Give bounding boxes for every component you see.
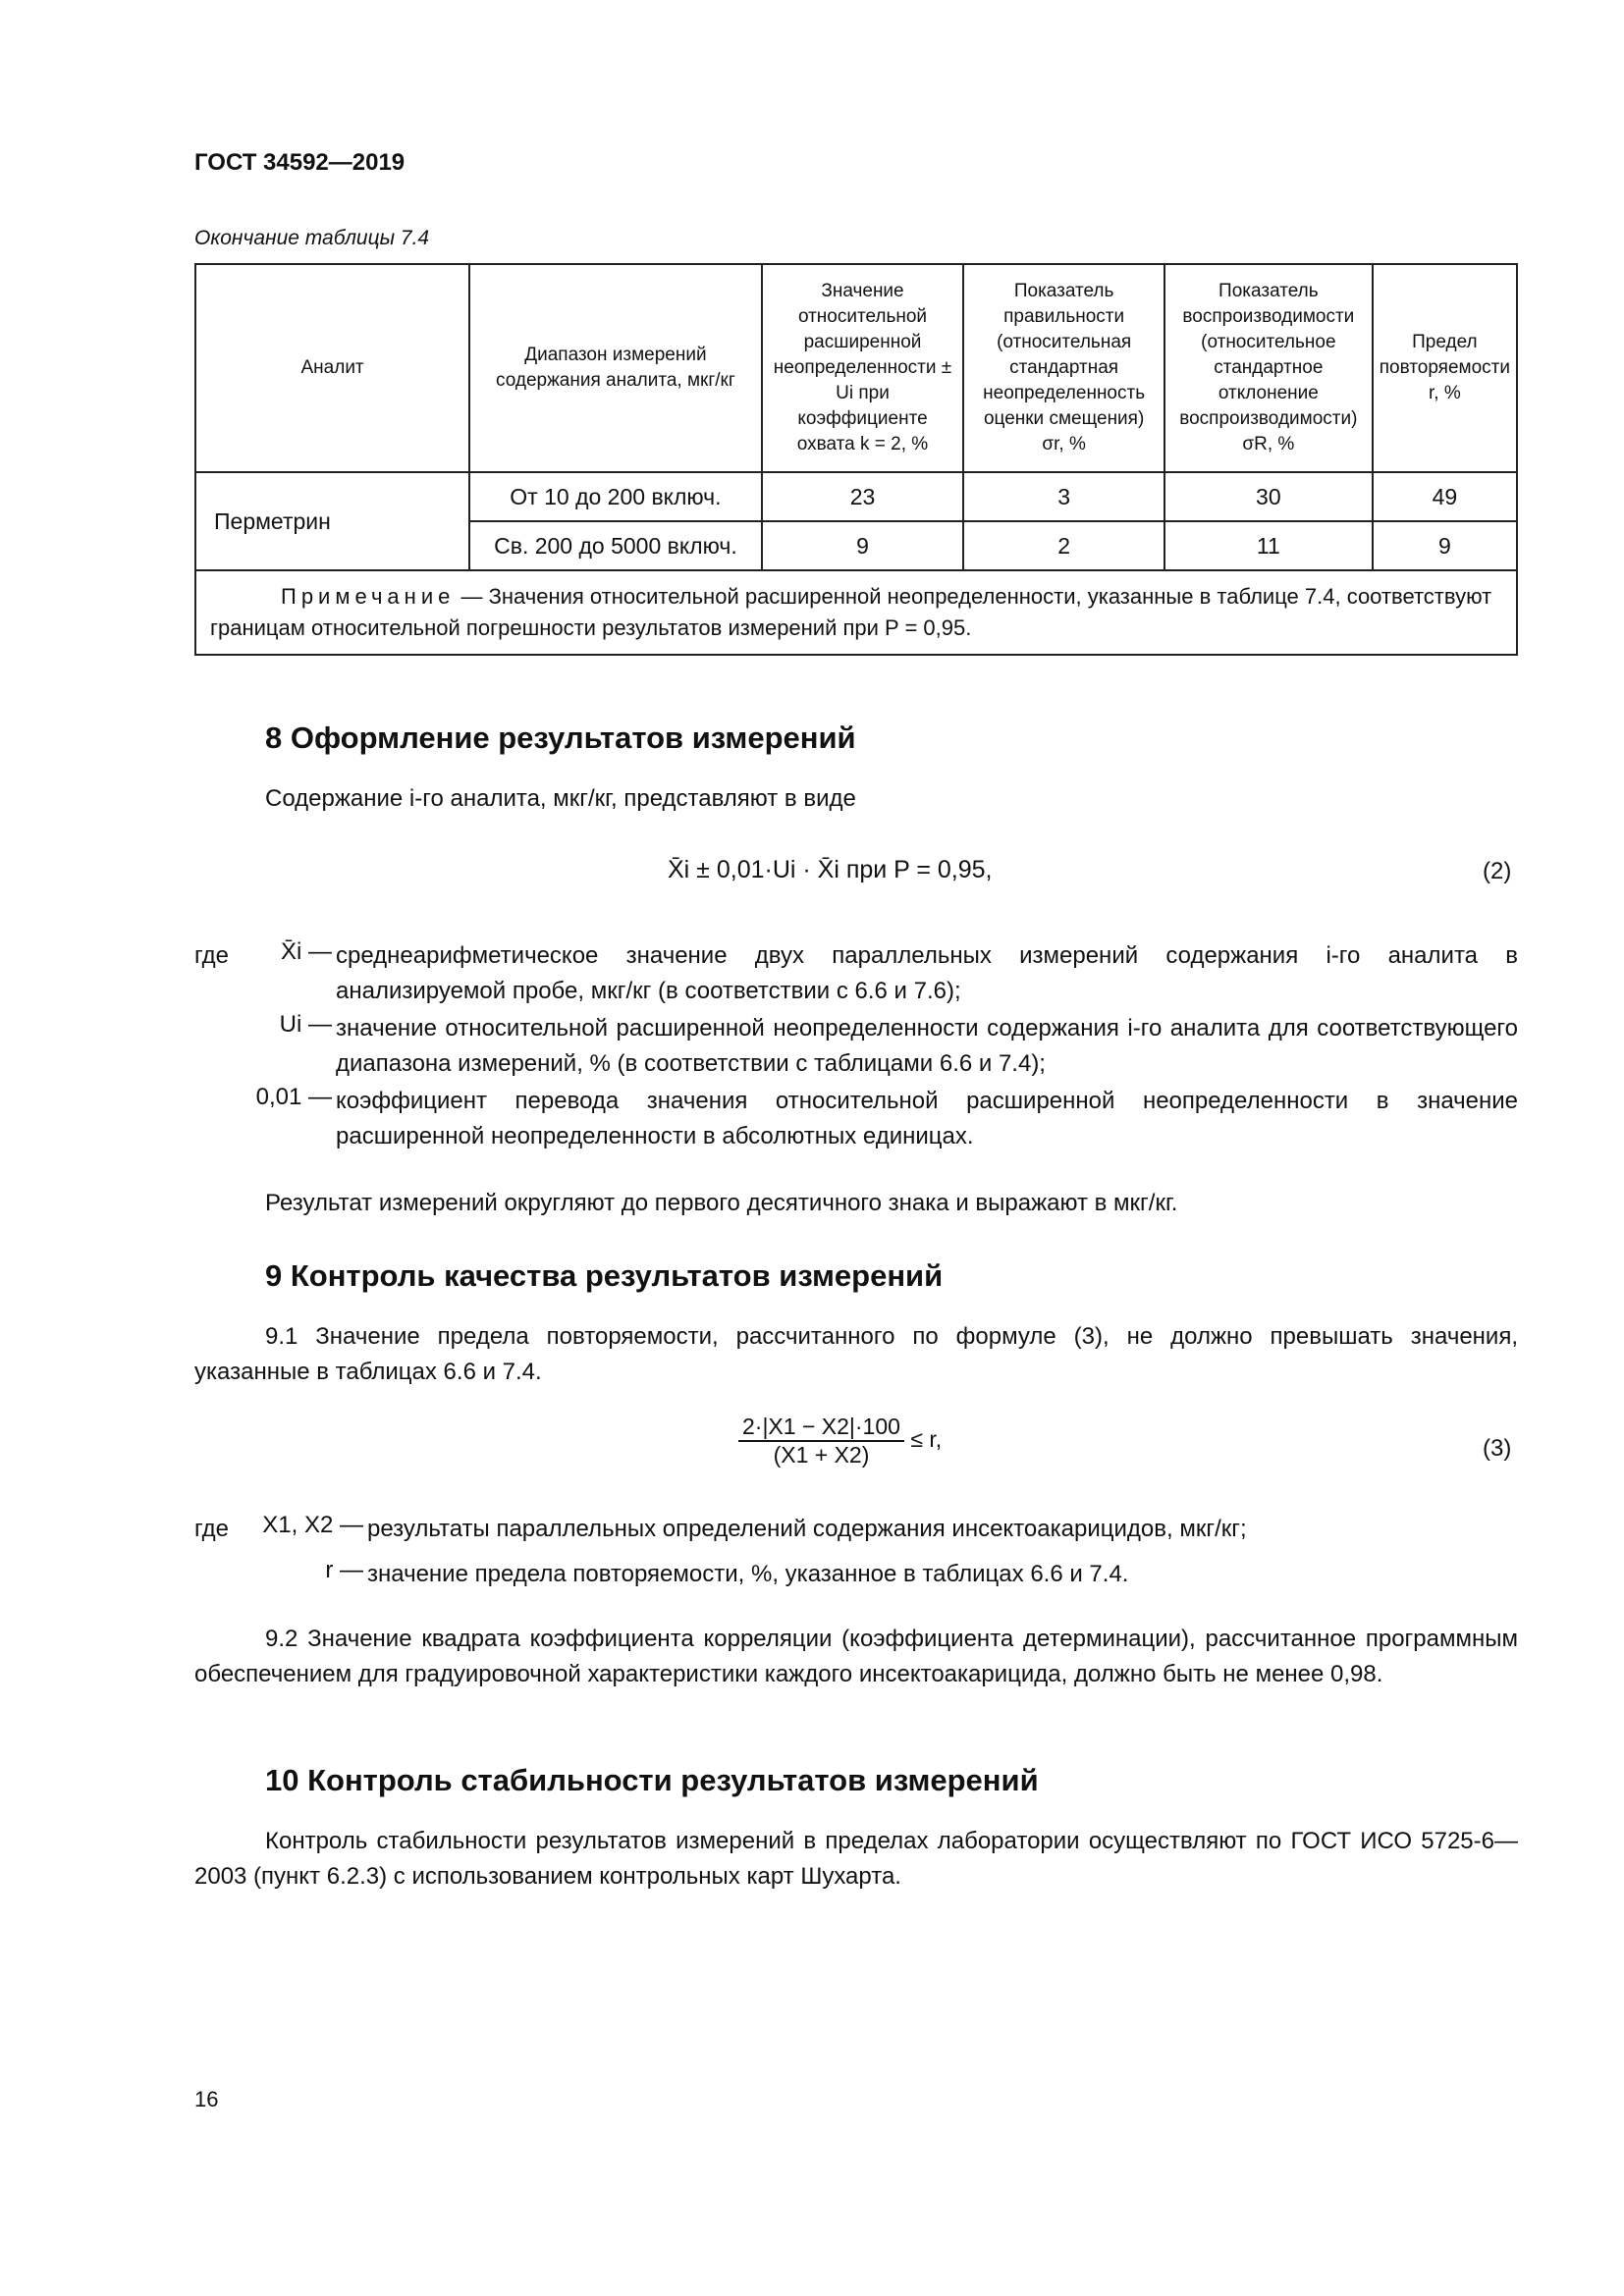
- header-reproducibility: Показатель воспроизводимости (относительное стандартное отклонение воспроизводимости) σR, %: [1164, 264, 1373, 472]
- def-text: среднеарифметическое значение двух параллельных измерений содержания i-го аналита в анализируемой пробе, мкг/кг (в соответствии с 6.6 и 7.6);: [336, 942, 1518, 1004]
- document-header: ГОСТ 34592—2019: [194, 149, 406, 176]
- header-analyte: Аналит: [195, 264, 469, 472]
- def-text: значение относительной расширенной неопределенности содержания i-го аналита для соответствующего диапазона измерений, % (в соответствии с таблицами 6.6 и 7.4);: [336, 1015, 1518, 1077]
- table-note: [195, 570, 1517, 655]
- formula-3-numerator: 2·|X1 − X2|·100: [738, 1414, 904, 1442]
- def-text: коэффициент перевода значения относительной расширенной неопределенности в значение расширенной неопределенности в абсолютных единицах.: [336, 1088, 1518, 1149]
- where-label: где: [194, 942, 230, 969]
- header-trueness: Показатель правильности (относительная стандартная неопределенность оценки смещения) σr, %: [963, 264, 1164, 472]
- section-9-1: 9.1 Значение предела повторяемости, рассчитанного по формуле (3), не должно превышать значения, указанные в таблицах 6.6 и 7.4.: [194, 1323, 1518, 1385]
- header-uncertainty: Значение относительной расширенной неопределенности ± Ui при коэффициенте охвата k = 2, %: [762, 264, 964, 472]
- formula-3-fraction: [738, 1414, 904, 1468]
- section-9-2: 9.2 Значение квадрата коэффициента корреляции (коэффициента детерминации), рассчитанное программным обеспечением для градуировочной характеристики каждого инсектоакарицида, должно быть не менее 0,98.: [194, 1626, 1518, 1687]
- trueness-cell: 3: [963, 472, 1164, 521]
- uncertainty-cell: 9: [762, 521, 964, 570]
- trueness-cell: 2: [963, 521, 1164, 570]
- def-symbol: r —: [325, 1557, 363, 1583]
- equation-number-2: (2): [1483, 858, 1512, 884]
- def-symbol: X̄i —: [280, 938, 332, 965]
- range-cell: От 10 до 200 включ.: [469, 472, 762, 521]
- repeatability-cell: 49: [1373, 472, 1517, 521]
- formula-3-denominator: (X1 + X2): [773, 1442, 870, 1468]
- equation-number-3: (3): [1483, 1435, 1512, 1462]
- where-label: где: [194, 1516, 230, 1542]
- table-caption: Окончание таблицы 7.4: [194, 227, 430, 249]
- section-8-intro: Содержание i-го аналита, мкг/кг, представляют в виде: [265, 785, 856, 812]
- page-number: 16: [194, 2087, 219, 2111]
- note-label: Примечание: [281, 584, 456, 609]
- table-row: [195, 472, 1517, 521]
- table-note-row: [195, 570, 1517, 655]
- section-8-result: Результат измерений округляют до первого десятичного знака и выражают в мкг/кг.: [265, 1190, 1178, 1216]
- note-text: — Значения относительной расширенной неопределенности, указанные в таблице 7.4, соответствуют границам относительной погрешности результатов измерений при P = 0,95.: [210, 584, 1492, 640]
- table-header-row: [195, 264, 1517, 472]
- uncertainty-cell: 23: [762, 472, 964, 521]
- def-symbol: Ui —: [279, 1011, 332, 1038]
- def-symbol: 0,01 —: [255, 1084, 332, 1110]
- formula-3: [738, 1414, 942, 1468]
- reproducibility-cell: 11: [1164, 521, 1373, 570]
- section-9-title: 9 Контроль качества результатов измерений: [265, 1258, 944, 1293]
- def-text: результаты параллельных определений содержания инсектоакарицидов, мкг/кг;: [367, 1516, 1247, 1542]
- analyte-cell: Перметрин: [195, 472, 469, 570]
- formula-3-tail: ≤ r,: [910, 1426, 943, 1453]
- results-table: [194, 263, 1518, 656]
- range-cell: Св. 200 до 5000 включ.: [469, 521, 762, 570]
- section-10-text: Контроль стабильности результатов измерений в пределах лаборатории осуществляют по ГОСТ ИСО 5725-6—2003 (пункт 6.2.3) с использованием контрольных карт Шухарта.: [194, 1828, 1518, 1890]
- section-8-title: 8 Оформление результатов измерений: [265, 721, 856, 755]
- header-range: Диапазон измерений содержания аналита, мкг/кг: [469, 264, 762, 472]
- repeatability-cell: 9: [1373, 521, 1517, 570]
- def-symbol: X1, X2 —: [262, 1512, 363, 1538]
- def-text: значение предела повторяемости, %, указанное в таблицах 6.6 и 7.4.: [367, 1561, 1129, 1587]
- section-10-title: 10 Контроль стабильности результатов измерений: [265, 1763, 1039, 1797]
- header-repeatability: Предел повторяемости r, %: [1373, 264, 1517, 472]
- reproducibility-cell: 30: [1164, 472, 1373, 521]
- formula-2: X̄i ± 0,01·Ui · X̄i при P = 0,95,: [668, 856, 993, 883]
